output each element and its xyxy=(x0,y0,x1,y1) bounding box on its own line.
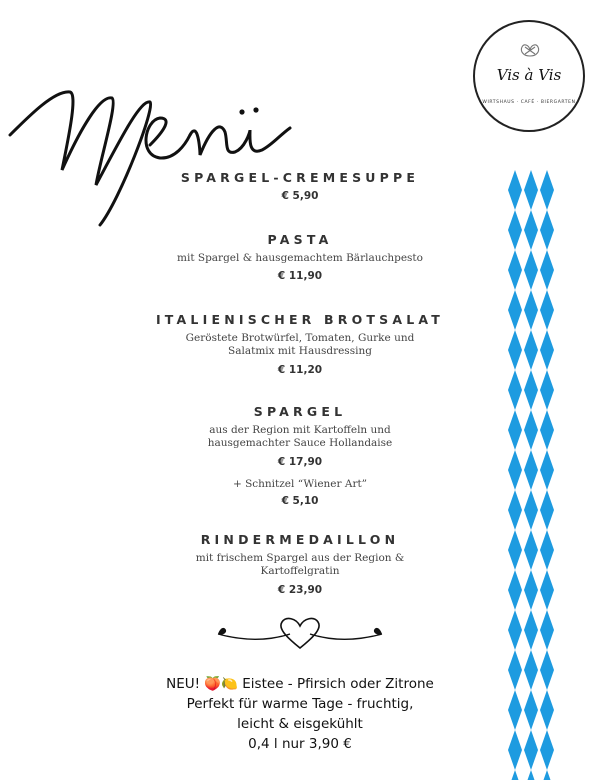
addon-price: € 5,10 xyxy=(281,495,319,507)
menu-item xyxy=(150,170,450,202)
logo-brand: Vis à Vis xyxy=(496,66,562,84)
promo-headline: NEU! 🍑🍋 Eistee - Pfirsich oder Zitrone xyxy=(166,676,434,692)
dish-description: mit frischem Spargel aus der Region & xyxy=(195,552,405,564)
dish-description: aus der Region mit Kartoffeln und xyxy=(209,424,391,436)
dish-name: ITALIENISCHER BROTSALAT xyxy=(155,312,445,327)
dish-name: RINDERMEDAILLON xyxy=(200,532,400,547)
dish-addon: + Schnitzel “Wiener Art” xyxy=(232,478,368,490)
dish-price: € 5,90 xyxy=(281,190,319,202)
dish-description: mit Spargel & hausgemachtem Bärlauchpesto xyxy=(177,252,423,264)
dish-price: € 11,20 xyxy=(277,364,323,376)
dish-name: PASTA xyxy=(267,232,333,247)
logo-tagline: WIRTSHAUS · CAFÉ · BIERGARTEN xyxy=(482,100,576,105)
dish-description: hausgemachter Sauce Hollandaise xyxy=(207,437,393,449)
menu-item xyxy=(150,532,450,596)
promo-price: 0,4 l nur 3,90 € xyxy=(248,736,352,752)
promo-text: leicht & eisgekühlt xyxy=(237,716,363,732)
dish-name: SPARGEL xyxy=(253,404,347,419)
promo-block xyxy=(120,674,480,754)
dish-price: € 23,90 xyxy=(277,584,323,596)
dish-description: Salatmix mit Hausdressing xyxy=(228,345,372,357)
heart-ornament xyxy=(210,612,390,657)
promo-text: Perfekt für warme Tage - fruchtig, xyxy=(186,696,414,712)
dish-description: Geröstete Brotwürfel, Tomaten, Gurke und xyxy=(185,332,415,344)
menu-item xyxy=(150,232,450,282)
dish-price: € 11,90 xyxy=(277,270,323,282)
pretzel-icon xyxy=(519,42,541,58)
menu-item xyxy=(150,312,450,376)
dish-name: SPARGEL-CREMESUPPE xyxy=(180,170,420,185)
dish-price: € 17,90 xyxy=(277,456,323,468)
bavarian-diamond-pattern xyxy=(507,170,555,780)
dish-description: Kartoffelgratin xyxy=(260,565,340,577)
restaurant-logo xyxy=(473,20,585,132)
menu-item xyxy=(150,404,450,507)
